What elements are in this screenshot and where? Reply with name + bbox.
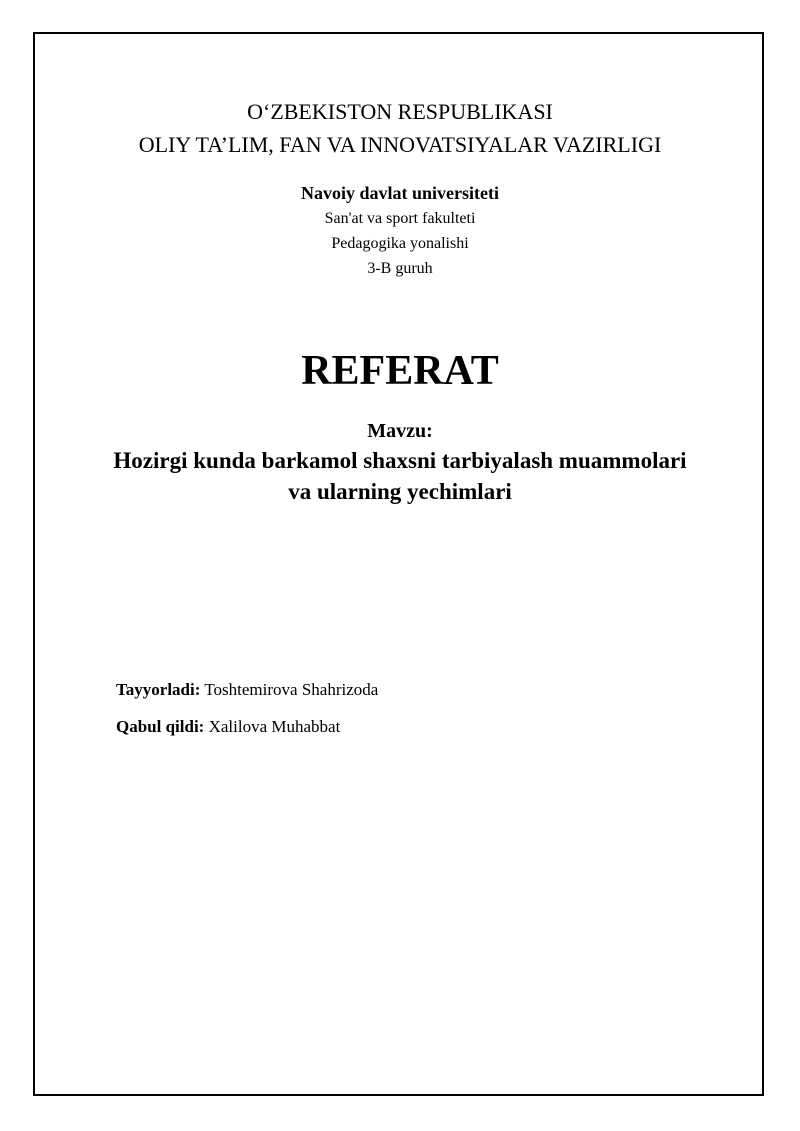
prepared-by-name: Toshtemirova Shahrizoda	[200, 680, 379, 699]
faculty-name: San'at va sport fakulteti	[324, 210, 476, 227]
document-type: REFERAT	[301, 348, 499, 394]
republic-title: O‘ZBEKISTON RESPUBLIKASI	[247, 99, 553, 124]
accepted-by-name: Xalilova Muhabbat	[204, 717, 341, 736]
university-name: Navoiy davlat universiteti	[301, 183, 499, 203]
topic-line-1: Hozirgi kunda barkamol shaxsni tarbiyalash muammolari	[113, 448, 687, 473]
ministry-title: OLIY TA’LIM, FAN VA INNOVATSIYALAR VAZIRLIGI	[138, 132, 662, 157]
prepared-by	[116, 680, 378, 700]
topic-line-2: va ularning yechimlari	[288, 479, 512, 504]
topic-label: Mavzu:	[367, 420, 433, 442]
accepted-by	[116, 717, 340, 737]
group-name: 3-B guruh	[367, 260, 433, 277]
prepared-by-label: Tayyorladi:	[116, 680, 201, 699]
direction-name: Pedagogika yonalishi	[331, 235, 469, 252]
accepted-by-label: Qabul qildi:	[116, 717, 205, 736]
